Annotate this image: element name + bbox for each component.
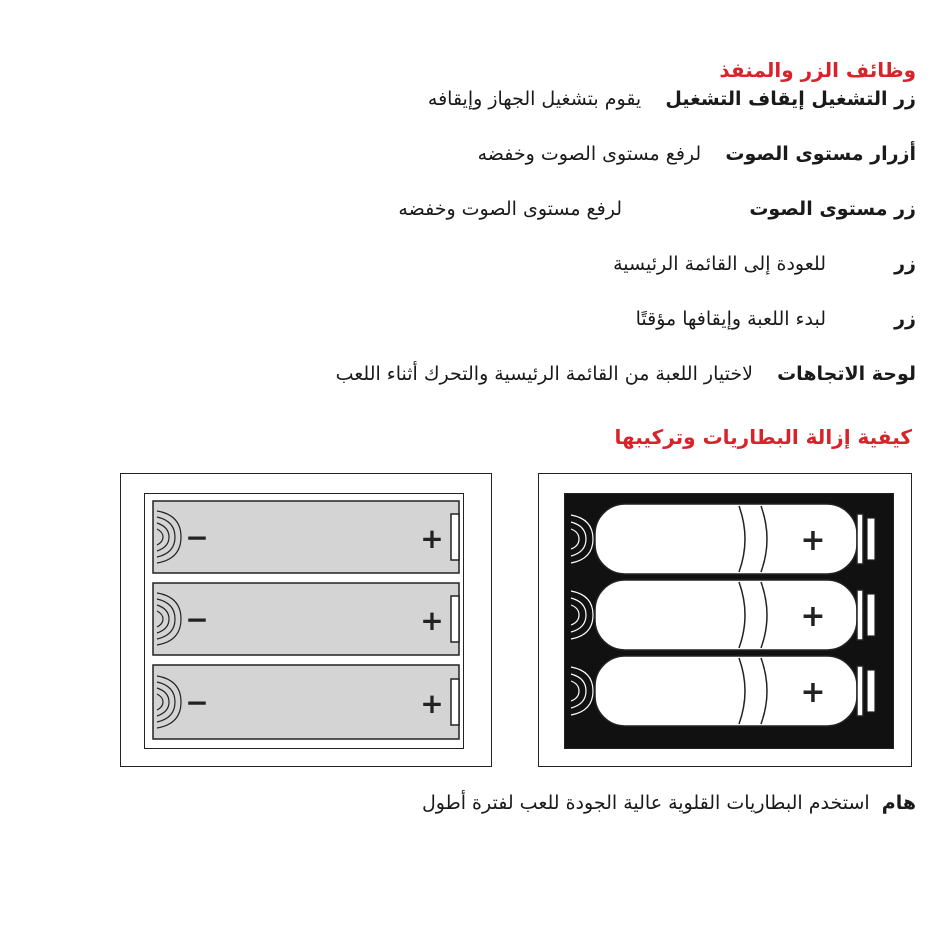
installed-batteries-illustration xyxy=(565,494,893,748)
note-label: هام xyxy=(881,792,916,814)
function-term-start: زر xyxy=(894,308,916,330)
compartment-tray-dark xyxy=(564,493,894,749)
function-desc: يقوم بتشغيل الجهاز وإيقافه xyxy=(427,88,642,110)
minus-mark: − xyxy=(185,686,209,719)
function-desc: لاختيار اللعبة من القائمة الرئيسية والتحرك أثناء اللعب xyxy=(335,363,753,385)
empty-slots-illustration xyxy=(145,494,463,748)
function-row-power xyxy=(428,88,916,110)
plus-mark: + xyxy=(800,675,826,710)
function-desc-volume: لرفع مستوى الصوت وخفضه xyxy=(398,198,622,220)
battery-compartment-installed xyxy=(538,473,912,767)
minus-mark: − xyxy=(185,521,209,554)
function-term: زر التشغيل إيقاف التشغيل xyxy=(665,88,916,110)
battery-compartment-empty xyxy=(120,473,492,767)
plus-mark: + xyxy=(800,523,826,558)
compartment-tray xyxy=(144,493,464,749)
plus-mark: + xyxy=(420,604,444,637)
plus-mark: + xyxy=(420,687,444,720)
section-title-batteries: كيفية إزالة البطاريات وتركيبها xyxy=(614,425,912,449)
spring-icons xyxy=(571,515,593,715)
plus-mark: + xyxy=(800,599,826,634)
plus-mark: + xyxy=(420,522,444,555)
note-text: استخدم البطاريات القلوية عالية الجودة للعب لفترة أطول xyxy=(421,792,870,814)
minus-mark: − xyxy=(185,603,209,636)
function-desc-start: لبدء اللعبة وإيقافها مؤقتًا xyxy=(635,308,826,330)
function-term: أزرار مستوى الصوت xyxy=(725,143,916,165)
important-note xyxy=(422,792,916,814)
function-desc-home: للعودة إلى القائمة الرئيسية xyxy=(613,253,826,275)
function-row-volume-buttons xyxy=(478,143,916,165)
function-term-home: زر xyxy=(894,253,916,275)
contact-plates xyxy=(451,514,459,725)
contact-plates xyxy=(867,518,875,712)
function-row-dpad xyxy=(336,363,916,385)
function-term: لوحة الاتجاهات xyxy=(777,363,916,385)
section-title-functions: وظائف الزر والمنفذ xyxy=(719,58,916,82)
function-term-volume: زر مستوى الصوت xyxy=(749,198,916,220)
function-desc: لرفع مستوى الصوت وخفضه xyxy=(477,143,702,165)
